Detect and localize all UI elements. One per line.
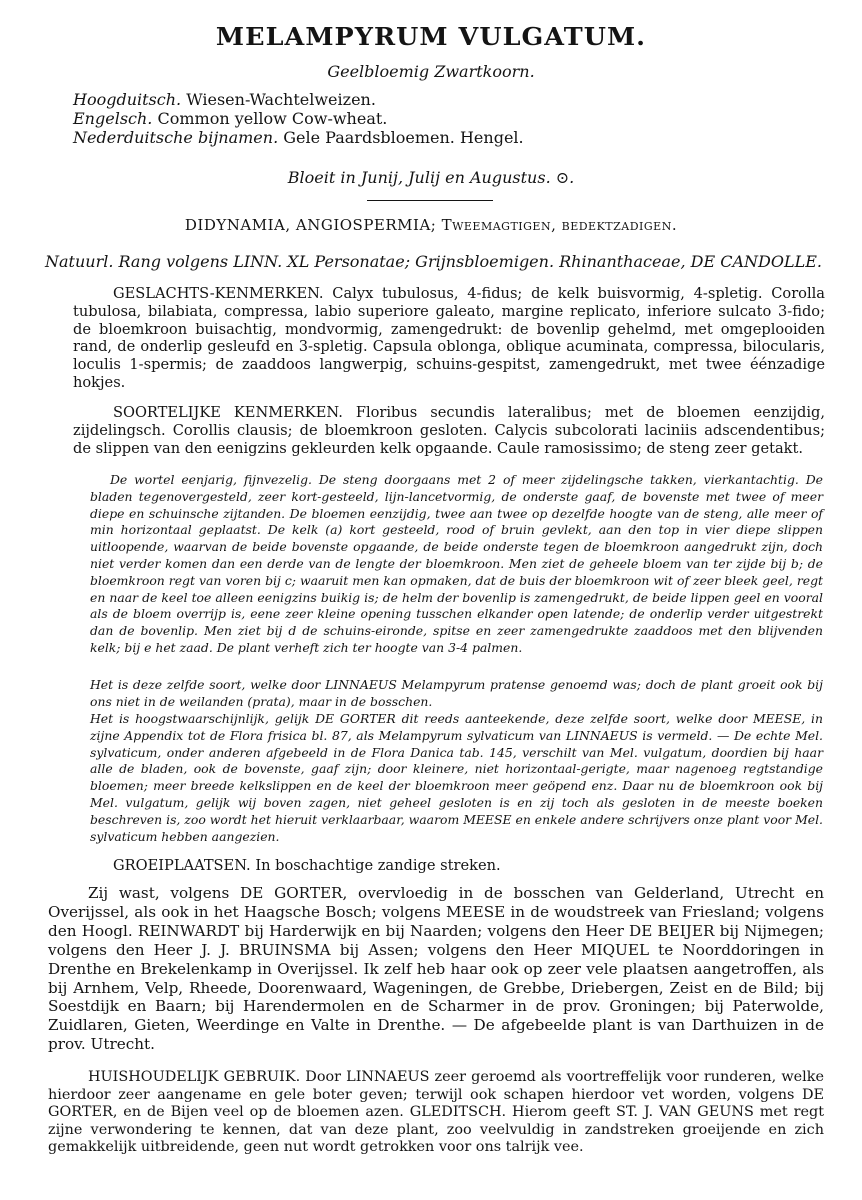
note-meese	[90, 711, 823, 845]
distribution-text: Zij wast, volgens DE GORTER, overvloedig in de bosschen van Gelderland, Utrecht en Overijssel, als ook in het Haagsche Bosch; volgens MEESE in de woudstreek van Friesland; volgens den Hoogl. REINWARDT bij Harderwijk en bij Naarden; volgens den Heer DE BEIJER bij Nijmegen; volgens den Heer J. J. BRUINSMA bij Assen; volgens den Heer MIQUEL te Noorddoringen in Drenthe en Brekelenkamp in Overijssel. Ik zelf heb haar ook op zeer vele plaatsen aangetroffen, als bij Arnhem, Velp, Rheede, Doorenwaard, Wageningen, de Grebbe, Driebergen, Zeist en de Bild; bij Soestdijk en Baarn; bij Harendermolen en de Scharmer in de prov. Groningen; bij Paterwolde, Zuidlaren, Gieten, Weerdinge en Valte in Drenthe. — De afgebeelde plant is van Darthuizen in de prov. Utrecht.	[48, 884, 824, 1054]
dutch-vernacular-value: Gele Paardsbloemen. Hengel.	[283, 128, 524, 147]
note-linnaeus	[90, 677, 823, 711]
plant-description	[90, 472, 823, 657]
natural-rank: Natuurl. Rang volgens LINN. XL Personatae; Grijnsbloemigen. Rhinanthaceae, DE CANDOLLE.	[45, 252, 822, 271]
habitat	[73, 857, 825, 875]
english-name-line	[73, 109, 524, 128]
habitat-text: GROEIPLAATSEN. In boschachtige zandige streken.	[113, 857, 501, 874]
genus-characters	[73, 285, 825, 392]
german-name-line	[73, 90, 524, 109]
economic-use	[48, 1069, 824, 1157]
plant-description-text: De wortel eenjarig, fijnvezelig. De steng doorgaans met 2 of meer zijdelingsche takken, vierkantachtig. De bladen tegenovergesteld, zeer kort-gesteeld, lijn-lancetvormig, de onderste gaaf, de bovenste met twee of meer diepe en schuinsche zijtanden. De bloemen eenzijdig, twee aan twee op dezelfde hoogte van de steng, alle meer of min horizontaal geplaatst. De kelk (a) kort gesteeld, rood of bruin gevlekt, aan den top in vier diepe slippen uitloopende, waarvan de beide bovenste opgaande, de beide onderste tegen de bloemkroon aangedrukt zijn, doch niet verder komen dan een derde van de lengte der bloemkroon. Men ziet de geheele bloem van ter zijde bij b; de bloemkroon regt van voren bij c; waaruit men kan opmaken, dat de buis der bloemkroon wit of zeer bleek geel, regt en naar de keel toe alleen eenigzins buikig is; de helm der bovenlip is zamengedrukt, de beide lippen geel en vooral als de bloem overrijp is, eene zeer kleine opening tusschen elkander open latende; de onderlip verder uitgestrekt dan de bovenlip. Men ziet bij d de schuins-eironde, spitse en zeer zamengedrukte zaaddoos met den blijvenden kelk; bij e het zaad. De plant verheft zich ter hoogte van 3-4 palmen.	[90, 472, 823, 655]
dutch-vernacular-label: Nederduitsche bijnamen.	[73, 128, 279, 147]
english-label: Engelsch.	[73, 109, 153, 128]
german-value: Wiesen-Wachtelweizen.	[186, 90, 376, 109]
species-characters-text: SOORTELIJKE KENMERKEN. Floribus secundis lateralibus; met de bloemen eenzijdig, zijdelingsch. Corollis clausis; de bloemkroon gesloten. Calycis subcolorati laciniis adscendentibus; de slippen van den eenigzins gekleurden kelk opgaande. Caule ramosissimo; de steng zeer getakt.	[73, 404, 825, 457]
linnaean-class: DIDYNAMIA, ANGIOSPERMIA; Tweemagtigen, bedektzadigen.	[184, 216, 678, 234]
common-names	[73, 90, 524, 147]
dutch-vernacular-line	[73, 128, 524, 147]
species-characters	[73, 404, 825, 457]
english-value: Common yellow Cow-wheat.	[157, 109, 388, 128]
divider	[367, 200, 493, 201]
german-label: Hoogduitsch.	[73, 90, 182, 109]
flowering-period: Bloeit in Junij, Julij en Augustus. ⊙.	[287, 168, 575, 187]
genus-characters-text: GESLACHTS-KENMERKEN. Calyx tubulosus, 4-fidus; de kelk buisvormig, 4-spletig. Corolla tubulosa, bilabiata, compressa, labio superiore galeato, margine replicato, inferiore sulcato 3-fido; de bloemkroon buisachtig, mondvormig, zamengedrukt: de bovenlip gehelmd, met omgeplooiden rand, de onderlip gesleufd en 3-spletig. Capsula oblonga, oblique acuminata, compressa, bilocularis, loculis 1-spermis; de zaaddoos langwerpig, schuins-gespitst, zamengedrukt, met twee éénzadige hokjes.	[73, 285, 825, 391]
page-title: MELAMPYRUM VULGATUM.	[215, 22, 647, 51]
dutch-name: Geelbloemig Zwartkoorn.	[327, 62, 535, 81]
note-meese-text: Het is hoogstwaarschijnlijk, gelijk DE GORTER dit reeds aanteekende, deze zelfde soort, welke door MEESE, in zijne Appendix tot de Flora frisica bl. 87, als Melampyrum sylvaticum van LINNAEUS is vermeld. — De echte Mel. sylvaticum, onder anderen afgebeeld in de Flora Danica tab. 145, verschilt van Mel. vulgatum, doordien bij haar alle de bladen, ook de bovenste, gaaf zijn; door kleinere, niet horizontaal-gerigte, maar nagenoeg regtstandige bloemen; meer breede kelkslippen en de keel der bloemkroon meer geöpend enz. Daar nu de bloemkroon ook bij Mel. vulgatum, gelijk wij boven zagen, niet geheel gesloten is en zij toch als gesloten in de meeste boeken beschreven is, zoo wordt het hieruit verklaarbaar, waarom MEESE en enkele andere schrijvers onze plant voor Mel. sylvaticum hebben aangezien.	[90, 711, 823, 844]
economic-use-text: HUISHOUDELIJK GEBRUIK. Door LINNAEUS zeer geroemd als voortreffelijk voor runderen, welke hierdoor zeer aangename en gele boter geven; terwijl ook schapen hierdoor vet worden, volgens DE GORTER, en de Bijen veel op de bloemen azen. GLEDITSCH. Hierom geeft ST. J. VAN GEUNS met regt zijne verwondering te kennen, dat van deze plant, zoo veelvuldig in zandstreken groeijende en zich gemakkelijk uitbreidende, geen nut wordt getrokken voor ons talrijk vee.	[48, 1069, 824, 1156]
note-linnaeus-text: Het is deze zelfde soort, welke door LINNAEUS Melampyrum pratense genoemd was; doch de plant groeit ook bij ons niet in de weilanden (prata), maar in de bosschen.	[90, 677, 823, 709]
distribution	[48, 884, 824, 1054]
